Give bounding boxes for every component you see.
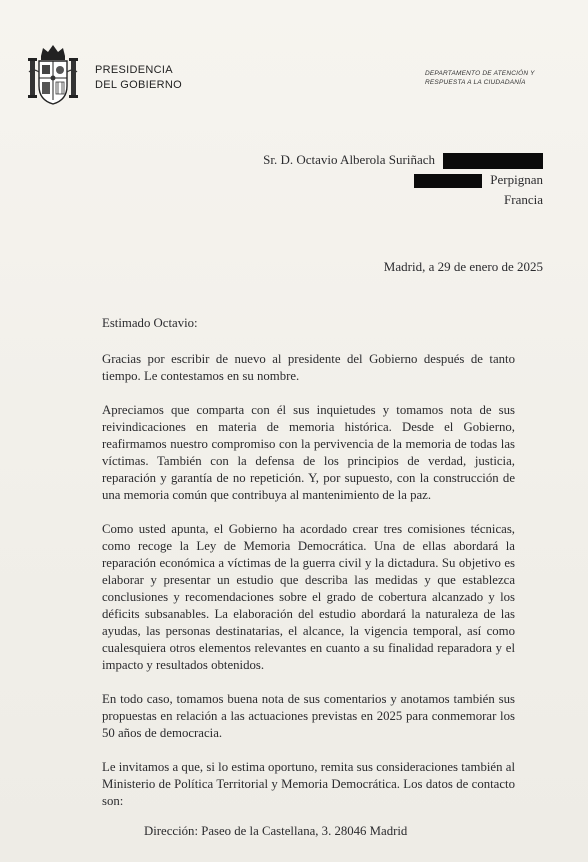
organization-line-2: DEL GOBIERNO	[95, 79, 182, 91]
paragraph-2: Apreciamos que comparta con él sus inquietudes y tomamos nota de sus reivindicaciones en materia de memoria histórica. Desde el Gobierno, reafirmamos nuestro compromiso con la pervivencia de la memoria de todas las víctimas. También con la defensa de los principios de verdad, justicia, reparación y garantía de no repetición. Y, por supuesto, con la construcción de una memoria común que contribuya al mantenimiento de la paz.	[102, 403, 515, 502]
recipient-name: Sr. D. Octavio Alberola Suriñach	[263, 152, 435, 167]
recipient-country: Francia	[504, 192, 543, 207]
paragraph-4: En todo caso, tomamos buena nota de sus comentarios y anotamos también sus propuestas en relación a las actuaciones previstas en 2025 para conmemorar los 50 años de democracia.	[102, 692, 515, 740]
letter-body	[102, 315, 515, 857]
department-line-1: DEPARTAMENTO DE ATENCIÓN Y	[425, 70, 535, 77]
recipient-name-line	[263, 150, 543, 170]
department-name	[425, 69, 535, 87]
department-line-2: RESPUESTA A LA CIUDADANÍA	[425, 79, 526, 86]
contact-address: Dirección: Paseo de la Castellana, 3. 28046 Madrid	[144, 824, 408, 838]
paragraph-5: Le invitamos a que, si lo estima oportuno, remita sus consideraciones también al Ministerio de Política Territorial y Memoria Democrática. Los datos de contacto son:	[102, 760, 515, 808]
organization-name	[95, 63, 182, 93]
paragraph-1: Gracias por escribir de nuevo al presidente del Gobierno después de tanto tiempo. Le contestamos en su nombre.	[102, 352, 515, 383]
redaction-box	[443, 153, 543, 169]
letter-date: Madrid, a 29 de enero de 2025	[383, 259, 543, 274]
recipient-city-line	[263, 170, 543, 190]
organization-line-1: PRESIDENCIA	[95, 64, 173, 76]
recipient-city: Perpignan	[490, 172, 543, 187]
greeting: Estimado Octavio:	[102, 316, 198, 330]
recipient-address	[263, 150, 543, 210]
coat-of-arms-icon	[27, 42, 79, 106]
paragraph-3: Como usted apunta, el Gobierno ha acordado crear tres comisiones técnicas, como recoge la Ley de Memoria Democrática. Una de ellas abordará la reparación económica a víctimas de la guerra civil y la dictadura. Su objetivo es elaborar y presentar un estudio que describa las medidas y que establezca conclusiones y recomendaciones sobre el grado de cobertura alcanzado y los déficits subsanables. La elaboración del estudio abordará la naturaleza de las ayudas, las personas destinatarias, el alcance, la vigencia temporal, así como cualesquiera otros elementos relevantes en cuanto a su finalidad reparadora y el impacto y resultados obtenidos.	[102, 522, 515, 672]
redaction-box	[414, 174, 482, 188]
